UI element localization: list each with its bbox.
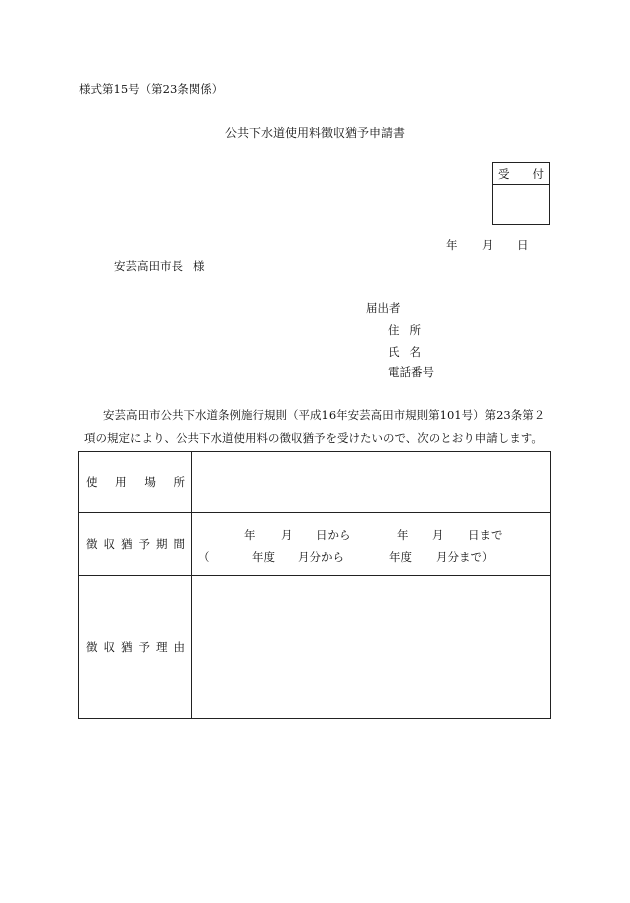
address-label: 住所	[388, 323, 431, 337]
label-char: 期	[156, 537, 168, 551]
period-end-month: 月	[432, 528, 444, 542]
period-end-fiscal-year: 年度	[389, 550, 412, 564]
stamp-label-left: 受	[498, 166, 510, 181]
application-statement	[84, 404, 564, 450]
period-open-paren: （	[198, 550, 210, 564]
label-char: 所	[173, 475, 185, 489]
label-char: 予	[138, 640, 150, 654]
addressee-name: 安芸高田市長	[114, 259, 183, 273]
period-start-month-portion: 月分から	[298, 550, 344, 564]
date-month-label: 月	[482, 238, 494, 252]
reception-stamp-box	[492, 162, 550, 225]
label-char: 収	[103, 537, 115, 551]
stamp-label-right: 付	[532, 166, 544, 181]
usage-location-field[interactable]	[192, 452, 551, 513]
addressee	[114, 258, 205, 274]
statement-line-2: 項の規定により、公共下水道使用料の徴収猶予を受けたいので、次のとおり申請します。	[84, 431, 543, 445]
date-year-label: 年	[446, 238, 458, 252]
label-char: 用	[115, 475, 127, 489]
deferral-period-field[interactable]	[192, 513, 551, 576]
label-char: 場	[144, 475, 156, 489]
table-row-reason	[79, 576, 551, 719]
table-row-location	[79, 452, 551, 513]
label-char: 徴	[86, 640, 98, 654]
deferral-reason-field[interactable]	[192, 576, 551, 719]
label-char: 収	[103, 640, 115, 654]
label-char: 猶	[121, 640, 133, 654]
date-day-label: 日	[517, 238, 529, 252]
name-label: 氏名	[388, 345, 431, 359]
form-number: 様式第15号（第23条関係）	[79, 82, 224, 96]
period-start-month: 月	[281, 528, 293, 542]
document-title: 公共下水道使用料徴収猶予申請書	[224, 126, 405, 140]
label-char: 由	[173, 640, 185, 654]
label-char: 予	[138, 537, 150, 551]
label-char: 使	[86, 475, 98, 489]
statement-line-1: 安芸高田市公共下水道条例施行規則（平成16年安芸高田市規則第101号）第23条第２	[103, 408, 546, 422]
period-end-day: 日まで	[468, 528, 503, 542]
label-deferral-reason	[79, 576, 192, 719]
period-text	[192, 513, 550, 575]
notifier-label: 届出者	[366, 301, 401, 315]
label-char: 間	[173, 537, 185, 551]
period-end-year: 年	[397, 528, 409, 542]
period-end-month-portion: 月分まで）	[436, 550, 494, 564]
reception-stamp-header	[493, 163, 549, 185]
label-char: 猶	[121, 537, 133, 551]
period-start-year: 年	[244, 528, 256, 542]
label-char: 徴	[86, 537, 98, 551]
table-row-period	[79, 513, 551, 576]
addressee-honorific: 様	[193, 259, 205, 273]
application-table	[78, 451, 551, 719]
label-char: 理	[156, 640, 168, 654]
period-start-day: 日から	[316, 528, 351, 542]
label-deferral-period	[79, 513, 192, 576]
phone-label: 電話番号	[388, 365, 434, 379]
period-start-fiscal-year: 年度	[252, 550, 275, 564]
label-usage-location	[79, 452, 192, 513]
